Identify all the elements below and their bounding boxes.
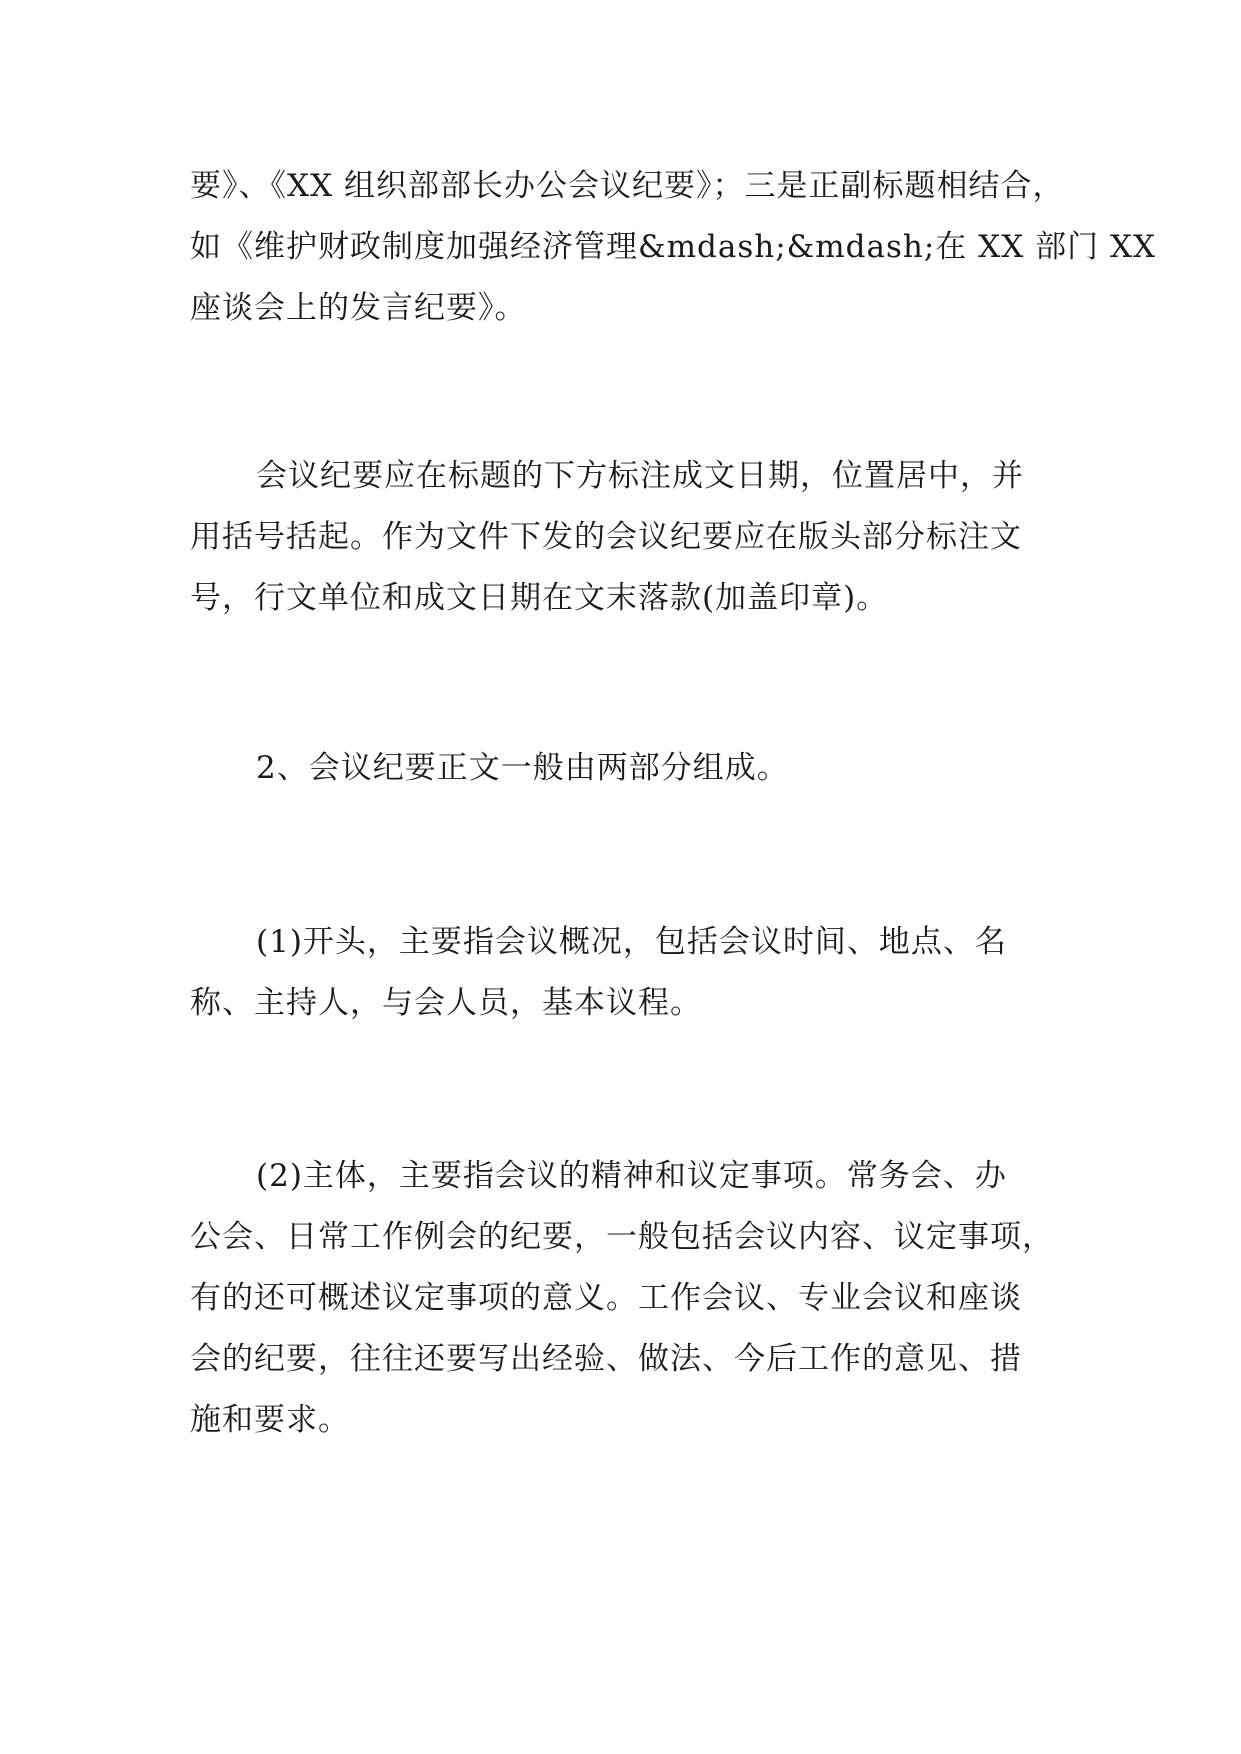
text-line: 会的纪要，往往还要写出经验、做法、今后工作的意见、措 <box>190 1341 1022 1377</box>
text-line: 如《维护财政制度加强经济管理&mdash;&mdash;在 XX 部门 XX <box>190 229 1157 265</box>
text-line: 要》、《XX 组织部部长办公会议纪要》；三是正副标题相结合， <box>190 168 1065 204</box>
text-line: 会议纪要应在标题的下方标注成文日期，位置居中，并 <box>256 458 1024 494</box>
text-line: (2)主体，主要指会议的精神和议定事项。常务会、办 <box>256 1158 1007 1194</box>
text-line: 有的还可概述议定事项的意义。工作会议、专业会议和座谈 <box>190 1280 1022 1316</box>
paragraph-title-examples <box>190 156 1157 339</box>
paragraph-body-heading <box>190 738 1050 799</box>
text-line: 用括号括起。作为文件下发的会议纪要应在版头部分标注文 <box>190 519 1022 555</box>
text-line: 号，行文单位和成文日期在文末落款(加盖印章)。 <box>190 580 889 616</box>
text-line: (1)开头，主要指会议概况，包括会议时间、地点、名 <box>256 924 1007 960</box>
text-line: 施和要求。 <box>190 1402 350 1438</box>
paragraph-main-body <box>190 1146 1054 1451</box>
text-line: 2、会议纪要正文一般由两部分组成。 <box>256 750 789 786</box>
text-line: 座谈会上的发言纪要》。 <box>190 290 527 326</box>
text-line: 公会、日常工作例会的纪要，一般包括会议内容、议定事项， <box>190 1219 1054 1255</box>
text-line: 称、主持人，与会人员，基本议程。 <box>190 985 702 1021</box>
paragraph-opening <box>190 912 1050 1034</box>
paragraph-date-format <box>190 446 1050 629</box>
